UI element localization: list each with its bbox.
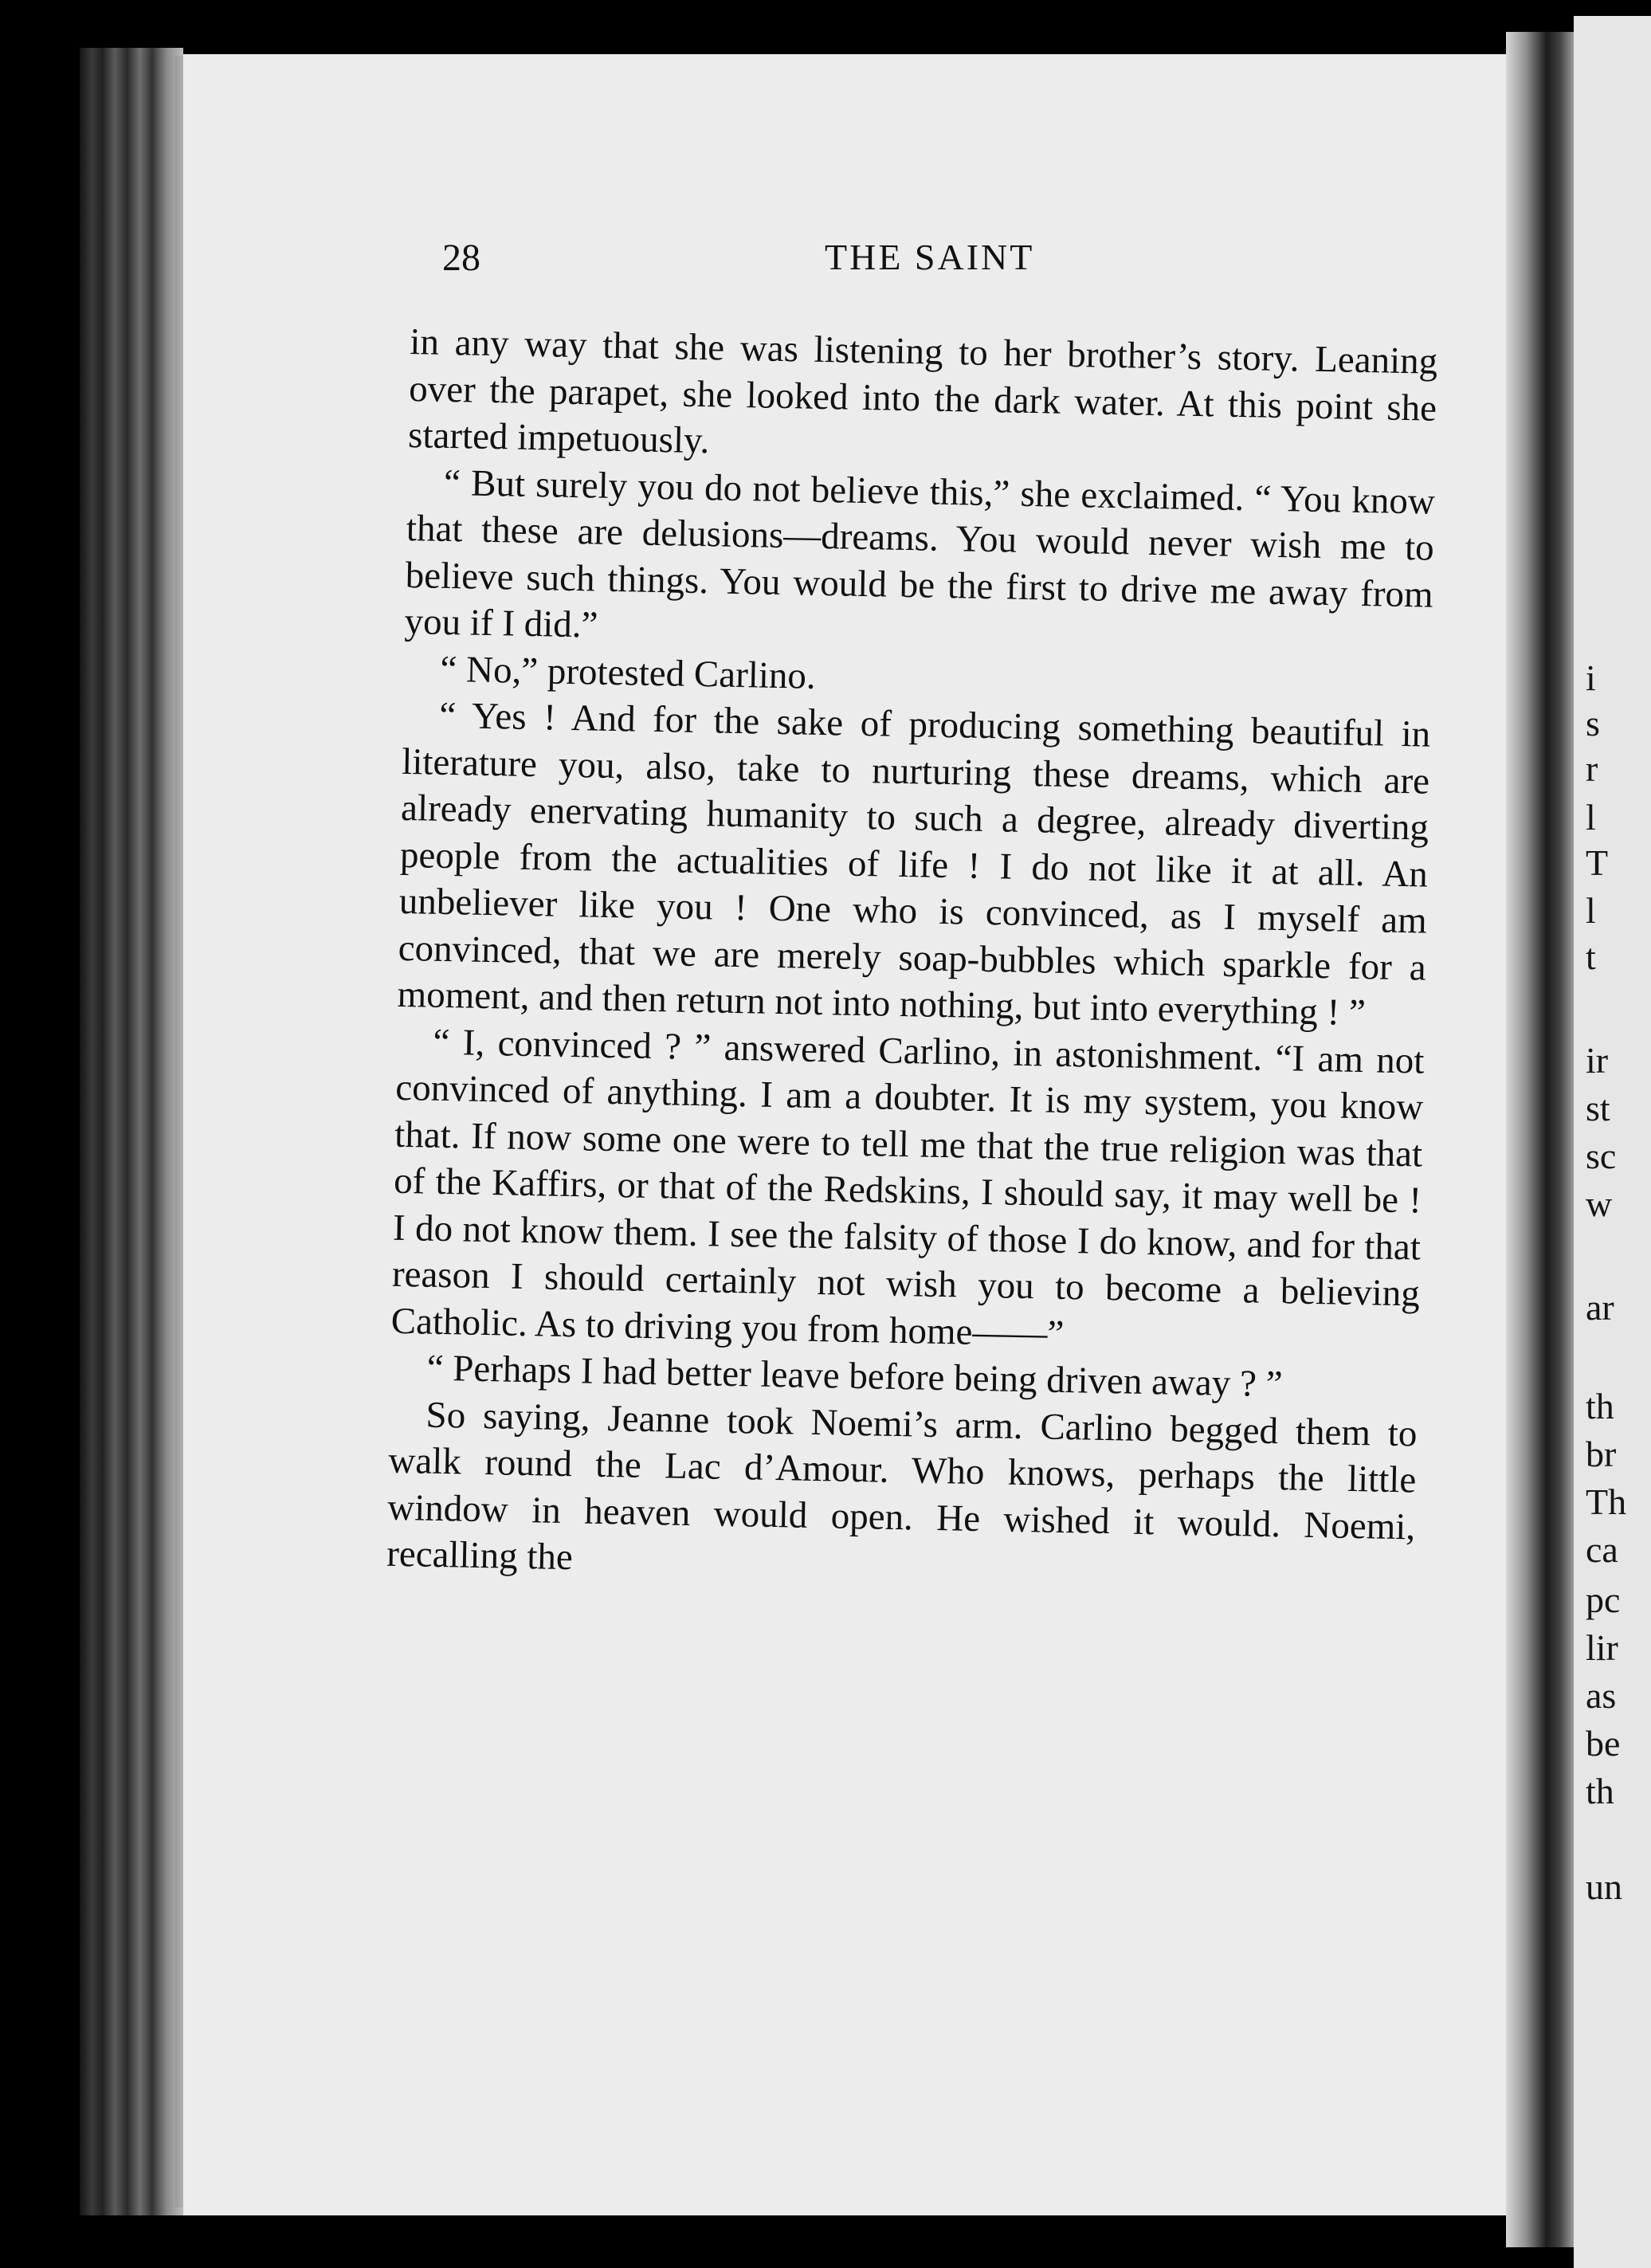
paragraph: So saying, Jeanne took Noemi’s arm. Carlino begged them to walk round the Lac d’Amour. Who knows, perhaps the little window in heaven would open. He wished it would. Noemi, recalling the xyxy=(386,1394,1418,1579)
next-page-fragment: ir xyxy=(1586,1040,1609,1081)
next-page-fragment: i xyxy=(1586,657,1596,698)
next-page-fragment: th xyxy=(1586,1386,1614,1426)
paragraph: “ I, convinced ? ” answered Carlino, in astonishment. “I am not convinced of anything. I am a doubter. It is my system, you know that. If now some one were to tell me that the true religion was that of the Kaffirs, or that of the Redskins, I should say, it may well be ! I do not know them. I see the falsity of those I do know, and for that reason I should certainly not wish you to become a believing Catholic. As to driving you from home——” xyxy=(390,1021,1425,1355)
paragraph: “ Perhaps I had better leave before being driven away ? ” xyxy=(426,1347,1283,1406)
next-page-fragments xyxy=(1586,0,1651,2268)
next-page-fragment: s xyxy=(1586,703,1600,744)
next-page-fragment: be xyxy=(1586,1723,1621,1764)
running-title: THE SAINT xyxy=(825,237,1035,277)
next-page-fragment: un xyxy=(1586,1866,1622,1907)
next-page-fragment: T xyxy=(1586,842,1609,883)
body-text xyxy=(386,319,1438,1597)
page-gutter xyxy=(1506,32,1574,2247)
paragraph: “ But surely you do not believe this,” she exclaimed. “ You know that these are delusions—dreams. You would never wish me to believe such things. You would be the first to drive me away from you if I did.” xyxy=(404,461,1436,646)
next-page-fragment: l xyxy=(1586,797,1596,838)
next-page-fragment: l xyxy=(1586,890,1596,931)
next-page-fragment: as xyxy=(1586,1675,1617,1716)
next-page-fragment: br xyxy=(1586,1434,1617,1474)
next-page-fragment: st xyxy=(1586,1088,1610,1128)
paragraph: “ No,” protested Carlino. xyxy=(440,648,817,697)
paragraph: in any way that she was listening to her brother’s story. Leaning over the parapet, she looked into the dark water. At this point she started impetuously. xyxy=(407,320,1438,462)
next-page-fragment: lir xyxy=(1586,1627,1618,1668)
book-spine xyxy=(80,48,183,2215)
next-page-fragment: sc xyxy=(1586,1136,1617,1176)
next-page-fragment: ca xyxy=(1586,1529,1618,1570)
next-page-fragment: pc xyxy=(1586,1579,1621,1620)
next-page-fragment: Th xyxy=(1586,1481,1627,1522)
next-page-fragment: w xyxy=(1586,1183,1613,1224)
next-page-fragment: th xyxy=(1586,1771,1614,1811)
page-number: 28 xyxy=(442,237,480,279)
page-header xyxy=(442,236,1430,292)
next-page-fragment: r xyxy=(1586,748,1598,789)
next-page-fragment: t xyxy=(1586,936,1596,977)
next-page-fragment: ar xyxy=(1586,1287,1614,1328)
paragraph: “ Yes ! And for the sake of producing something beautiful in literature you, also, take to nurturing these dreams, which are already enervating humanity to such a degree, already diverting people from the actualities of life ! I do not like it at all. An unbeliever like you ! One who is convinced, as I myself am convinced, that we are merely soap-bubbles which sparkle for a moment, and then return not into nothing, but into everything ! ” xyxy=(397,694,1431,1034)
